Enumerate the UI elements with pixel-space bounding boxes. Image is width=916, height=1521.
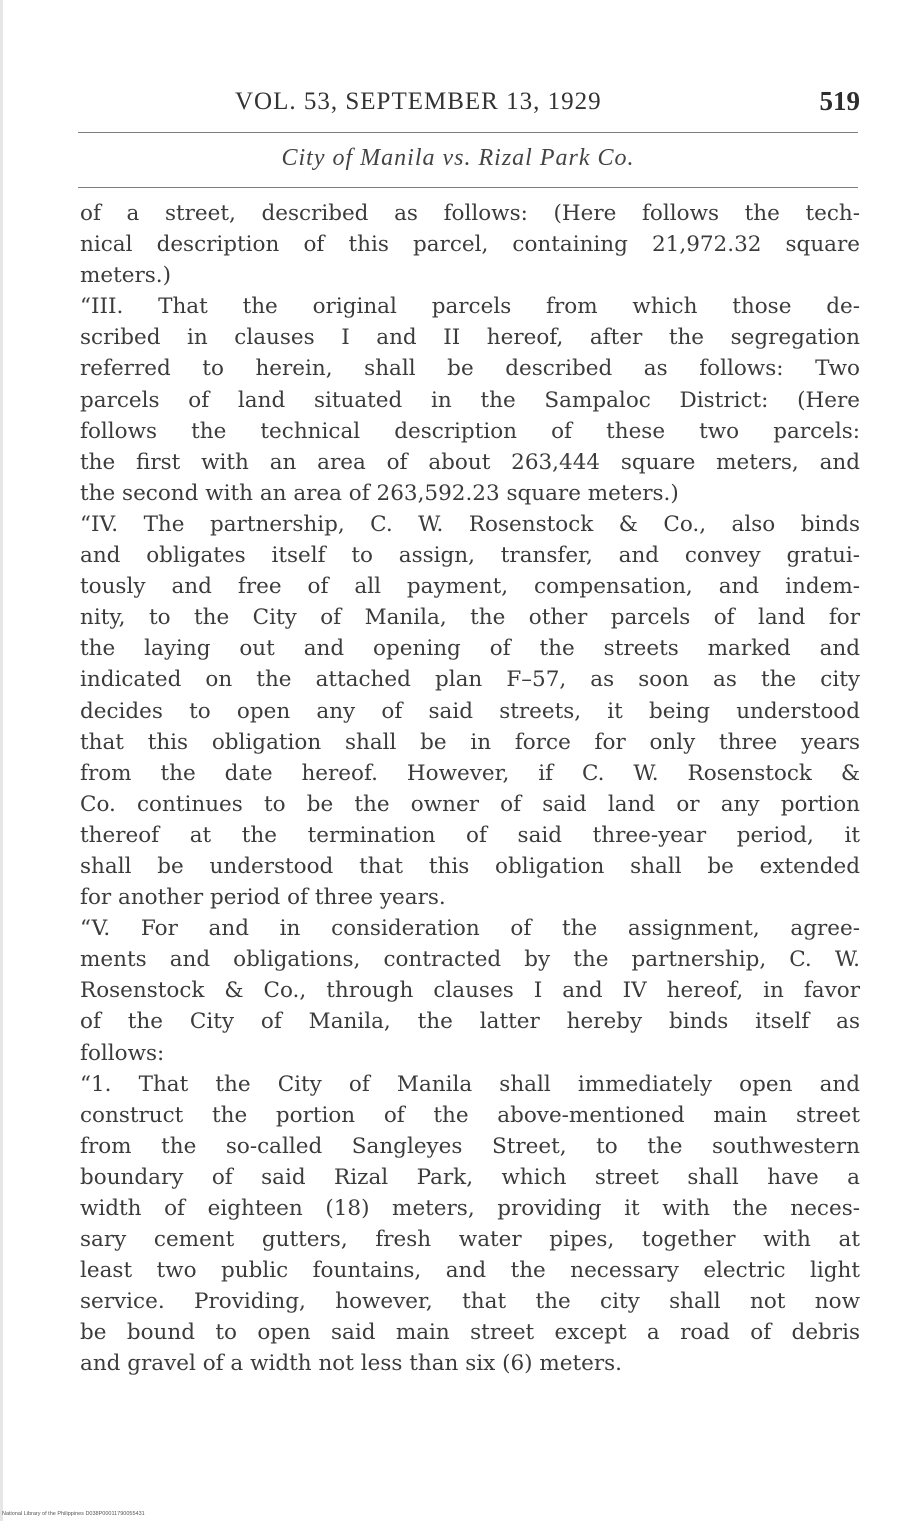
header-rule-top	[78, 132, 858, 133]
text-line: from the so-called Sangleyes Street, to the southwestern	[80, 1133, 860, 1159]
library-watermark: National Library of the Philippines D038P00011790055431	[2, 1511, 145, 1517]
running-title: VOL. 53, SEPTEMBER 13, 1929	[235, 88, 602, 115]
text-line: boundary of said Rizal Park, which street shall have a	[80, 1164, 860, 1190]
text-line: and gravel of a width not less than six (6) meters.	[80, 1351, 622, 1377]
text-line: shall be understood that this obligation shall be extended	[80, 853, 860, 879]
text-line: scribed in clauses I and II hereof, after the segregation	[80, 325, 860, 351]
text-line: of a street, described as follows: (Here follows the tech-	[80, 201, 860, 226]
text-line: “V. For and in consideration of the assignment, agree-	[80, 916, 860, 942]
text-line: and obligates itself to assign, transfer, and convey gratui-	[80, 543, 860, 569]
text-line: sary cement gutters, fresh water pipes, together with at	[80, 1227, 860, 1253]
text-line: referred to herein, shall be described as follows: Two	[80, 356, 860, 382]
header-rule-bottom	[78, 187, 858, 188]
text-line: Rosenstock & Co., through clauses I and IV hereof, in favor	[80, 978, 860, 1004]
text-line: for another period of three years.	[80, 885, 446, 911]
page-number: 519	[819, 86, 860, 116]
text-line: that this obligation shall be in force for only three years	[80, 729, 860, 755]
body-text	[80, 198, 860, 1380]
text-line: width of eighteen (18) meters, providing it with the neces-	[80, 1196, 860, 1221]
text-line: indicated on the attached plan F–57, as soon as the city	[80, 667, 860, 693]
text-line: nity, to the City of Manila, the other parcels of land for	[80, 605, 860, 631]
text-line: least two public fountains, and the necessary electric light	[80, 1258, 860, 1284]
text-line: follows:	[80, 1040, 165, 1066]
text-line: decides to open any of said streets, it being understood	[80, 698, 860, 724]
text-line: service. Providing, however, that the city shall not now	[80, 1289, 860, 1315]
text-line: “1. That the City of Manila shall immediately open and	[80, 1071, 860, 1097]
case-title: City of Manila vs. Rizal Park Co.	[281, 145, 635, 171]
text-line: “III. That the original parcels from which those de-	[80, 294, 860, 320]
text-line: tously and free of all payment, compensation, and indem-	[80, 574, 860, 600]
text-line: be bound to open said main street except a road of debris	[80, 1320, 860, 1346]
text-line: the laying out and opening of the streets marked and	[80, 636, 860, 662]
text-line: Co. continues to be the owner of said land or any portion	[80, 791, 860, 817]
text-line: thereof at the termination of said three-year period, it	[80, 822, 860, 848]
text-line: follows the technical description of these two parcels:	[80, 418, 860, 444]
scan-edge	[0, 0, 3, 1521]
text-line: nical description of this parcel, containing 21,972.32 square	[80, 232, 860, 258]
text-line: “IV. The partnership, C. W. Rosenstock & Co., also binds	[80, 511, 860, 537]
text-line: construct the portion of the above-mentioned main street	[80, 1102, 860, 1128]
text-line: of the City of Manila, the latter hereby binds itself as	[80, 1009, 860, 1035]
text-line: the second with an area of 263,592.23 square meters.)	[80, 480, 679, 506]
text-line: ments and obligations, contracted by the partnership, C. W.	[80, 947, 860, 973]
text-line: meters.)	[80, 263, 172, 289]
text-line: parcels of land situated in the Sampaloc District: (Here	[80, 387, 860, 413]
text-line: from the date hereof. However, if C. W. Rosenstock &	[80, 760, 860, 786]
text-line: the first with an area of about 263,444 square meters, and	[80, 449, 860, 475]
